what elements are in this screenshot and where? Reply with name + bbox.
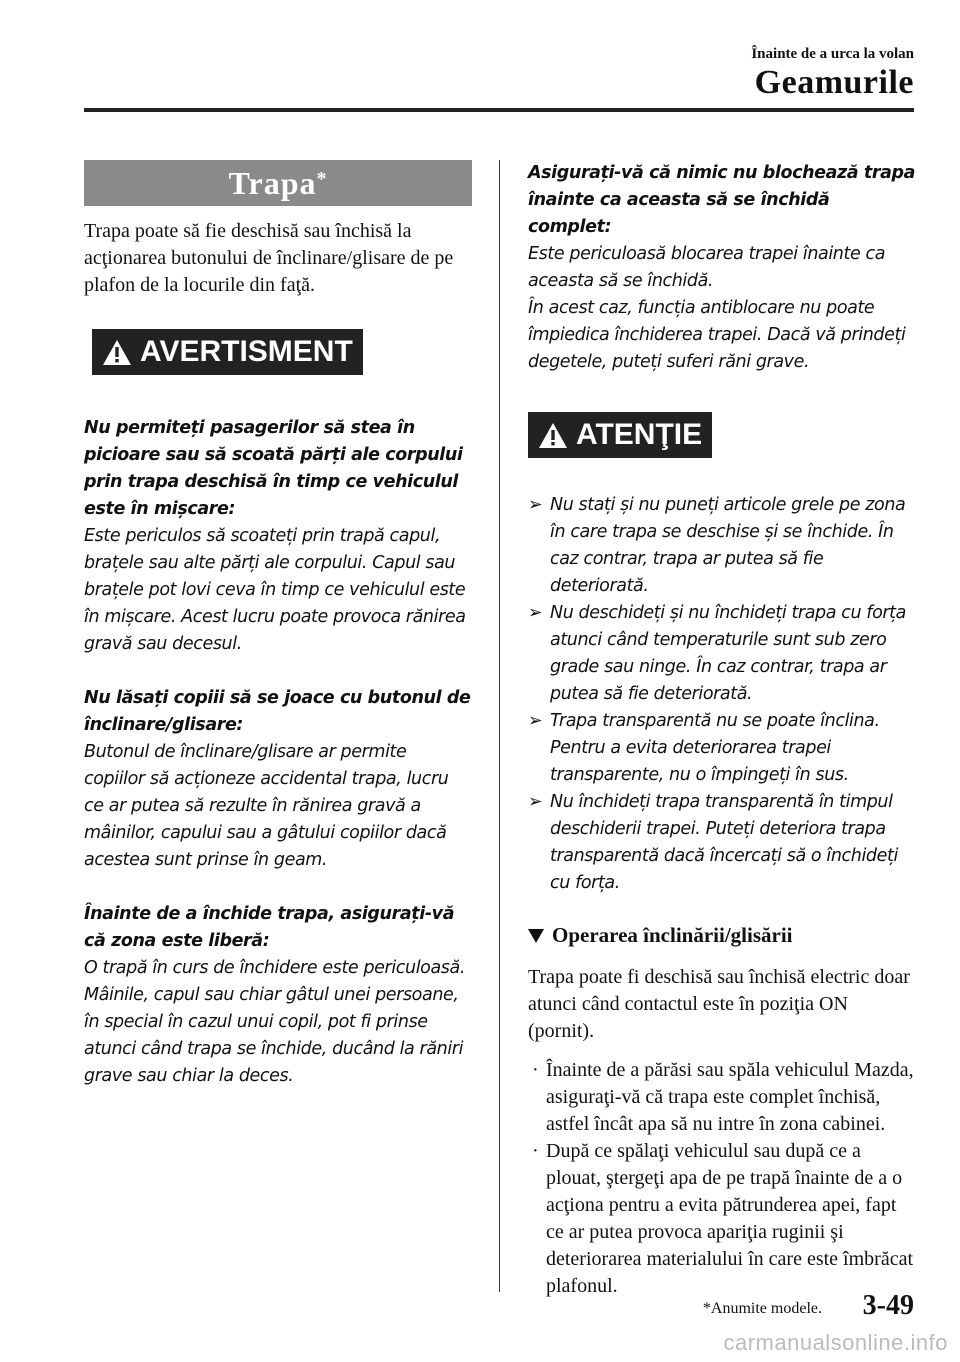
triangle-down-icon bbox=[528, 929, 544, 943]
caution-text: Nu închideți trapa transparentă în timpul deschiderii trapei. Puteți deteriora trapa transparentă dacă încercați să o închideți cu forța. bbox=[550, 792, 898, 893]
warning-heading: Nu permiteți pasagerilor să stea în picioare sau să scoată părți ale corpului prin trapa deschisă în timp ce vehiculul este în mișcare: bbox=[84, 418, 463, 519]
caution-item bbox=[528, 708, 918, 789]
bullet-dot-icon: · bbox=[532, 1059, 539, 1081]
section-intro: Trapa poate să fie deschisă sau închisă la acţionarea butonului de înclinare/glisare de pe plafon de la locurile din faţă. bbox=[84, 220, 454, 296]
arrow-bullet-icon: ➢ bbox=[528, 603, 543, 623]
left-column bbox=[84, 160, 472, 1117]
note-item bbox=[528, 1138, 918, 1300]
caution-label: ATENŢIE bbox=[576, 418, 703, 451]
note-text: Înainte de a părăsi sau spăla vehiculul Mazda, asiguraţi-vă că trapa este complet închisă, astfel încât apa să nu intre în zona cabinei. bbox=[546, 1059, 914, 1135]
warning-continuation bbox=[528, 160, 918, 376]
warning-heading: Nu lăsați copiii să se joace cu butonul de înclinare/glisare: bbox=[84, 688, 471, 735]
section-title: Trapa bbox=[228, 165, 317, 201]
warning-block bbox=[84, 415, 472, 1090]
warning-badge bbox=[92, 329, 363, 375]
column-divider bbox=[499, 160, 500, 1292]
warning-body: Este periculos să scoateți prin trapă capul, brațele sau alte părți ale corpului. Capul sau brațele pot lovi ceva în timp ce vehiculul este în mișcare. Acest lucru poate provoca rănirea gravă sau decesul. bbox=[84, 526, 466, 654]
warning-label: AVERTISMENT bbox=[140, 335, 353, 368]
warning-heading: Asigurați-vă că nimic nu blochează trapa înainte ca aceasta să se închidă complet: bbox=[528, 163, 916, 237]
watermark: carmanualsonline.info bbox=[723, 1330, 948, 1355]
caution-list bbox=[528, 492, 918, 897]
caution-item bbox=[528, 492, 918, 600]
page-title: Geamurile bbox=[754, 64, 914, 101]
caution-item bbox=[528, 789, 918, 897]
bullet-dot-icon: · bbox=[532, 1140, 539, 1162]
right-column bbox=[528, 160, 918, 1300]
warning-triangle-icon bbox=[538, 422, 568, 449]
notes-list bbox=[528, 1057, 918, 1300]
warning-item bbox=[84, 685, 472, 874]
arrow-bullet-icon: ➢ bbox=[528, 792, 543, 812]
subsection-heading bbox=[528, 923, 918, 948]
warning-item bbox=[84, 901, 472, 1090]
warning-body: În acest caz, funcția antiblocare nu poate împiedica închiderea trapei. Dacă vă prindeți degetele, puteți suferi răni grave. bbox=[528, 298, 906, 372]
header-rule bbox=[84, 108, 914, 112]
page-number: 3-49 bbox=[862, 1290, 914, 1321]
arrow-bullet-icon: ➢ bbox=[528, 495, 543, 515]
caution-badge bbox=[528, 412, 712, 458]
warning-body: Butonul de înclinare/glisare ar permite copiilor să acționeze accidental trapa, lucru ce ar putea să rezulte în rănirea gravă a mâinilor, capului sau a gâtului copiilor dacă acestea sunt prinse în geam. bbox=[84, 742, 449, 870]
footnote: *Anumite modele. bbox=[702, 1300, 822, 1317]
warning-triangle-icon bbox=[102, 339, 132, 366]
section-title-banner bbox=[84, 160, 472, 206]
caution-text: Trapa transparentă nu se poate înclina. Pentru a evita deteriorarea trapei transparente, nu o împingeți în sus. bbox=[550, 711, 880, 785]
arrow-bullet-icon: ➢ bbox=[528, 711, 543, 731]
warning-item bbox=[84, 415, 472, 658]
subsection-title: Operarea înclinării/glisării bbox=[552, 923, 793, 947]
warning-heading: Înainte de a închide trapa, asigurați-vă că zona este liberă: bbox=[84, 904, 455, 951]
note-item bbox=[528, 1057, 918, 1138]
caution-text: Nu stați și nu puneți articole grele pe zona în care trapa se deschise și se închide. În caz contrar, trapa ar putea să fie deteriorată. bbox=[550, 495, 906, 596]
caution-text: Nu deschideți și nu închideți trapa cu forța atunci când temperaturile sunt sub zero grade sau ninge. În caz contrar, trapa ar putea să fie deteriorată. bbox=[550, 603, 906, 704]
subsection-intro: Trapa poate fi deschisă sau închisă electric doar atunci când contactul este în poziţia ON (pornit). bbox=[528, 966, 910, 1042]
optional-equipment-mark: * bbox=[316, 168, 328, 190]
chapter-heading: Înainte de a urca la volan bbox=[751, 46, 914, 62]
note-text: După ce spălaţi vehiculul sau după ce a plouat, ştergeţi apa de pe trapă înainte de a o acţiona pentru a evita pătrunderea apei, fapt ce ar putea provoca apariţia ruginii şi deteriorarea materialului în care este îmbrăcat plafonul. bbox=[546, 1140, 914, 1297]
warning-body: Este periculoasă blocarea trapei înainte ca aceasta să se închidă. bbox=[528, 244, 886, 291]
warning-body: O trapă în curs de închidere este periculoasă. Mâinile, capul sau chiar gâtul unei persoane, în special în cazul unui copil, pot fi prinse atunci când trapa se închide, ducând la răniri grave sau chiar la deces. bbox=[84, 958, 465, 1086]
caution-item bbox=[528, 600, 918, 708]
